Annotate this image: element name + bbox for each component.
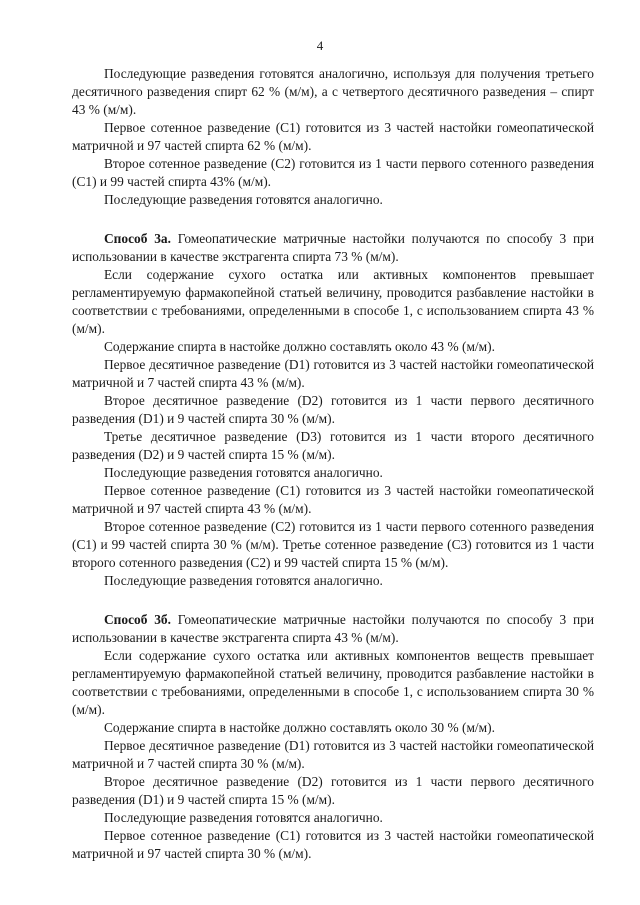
paragraph: Последующие разведения готовятся аналогично. [104, 810, 383, 825]
paragraph: Первое десятичное разведение (D1) готовится из 3 частей настойки гомеопатической матричной и 7 частей спирта 43 % (м/м). [72, 357, 594, 390]
paragraph: Второе сотенное разведение (С2) готовится из 1 части первого сотенного разведения (С1) и 99 частей спирта 43% (м/м). [72, 156, 594, 189]
paragraph: Второе десятичное разведение (D2) готовится из 1 части первого десятичного разведения (D1) и 9 частей спирта 15 % (м/м). [72, 774, 594, 807]
paragraph: Содержание спирта в настойке должно составлять около 30 % (м/м). [104, 720, 495, 735]
paragraph: Первое сотенное разведение (С1) готовится из 3 частей настойки гомеопатической матричной и 97 частей спирта 62 % (м/м). [72, 120, 594, 153]
paragraph: Первое десятичное разведение (D1) готовится из 3 частей настойки гомеопатической матричной и 7 частей спирта 30 % (м/м). [72, 738, 594, 771]
paragraph: Последующие разведения готовятся аналогично, используя для получения третьего десятичного разведения спирт 62 % (м/м), а с четвертого десятичного разведения – спирт 43 % (м/м). [72, 66, 594, 117]
paragraph: Первое сотенное разведение (С1) готовится из 3 частей настойки гомеопатической матричной и 97 частей спирта 30 % (м/м). [72, 828, 594, 861]
method-3a-paragraph: Способ 3а. Гомеопатические матричные настойки получаются по способу 3 при использовании в качестве экстрагента спирта 73 % (м/м). [72, 231, 594, 264]
paragraph: Второе сотенное разведение (С2) готовится из 1 части первого сотенного разведения (С1) и 99 частей спирта 30 % (м/м). Третье сотенное разведение (С3) готовится из 1 части второго сотенного разведения (С2) и 99 частей спирта 15 % (м/м). [72, 519, 594, 570]
paragraph: Содержание спирта в настойке должно составлять около 43 % (м/м). [104, 339, 495, 354]
paragraph: Третье десятичное разведение (D3) готовится из 1 части второго десятичного разведения (D2) и 9 частей спирта 15 % (м/м). [72, 429, 594, 462]
paragraph: Первое сотенное разведение (С1) готовится из 3 частей настойки гомеопатической матричной и 97 частей спирта 43 % (м/м). [72, 483, 594, 516]
paragraph: Если содержание сухого остатка или активных компонентов веществ превышает регламентируемую фармакопейной статьей величину, проводится разбавление настойки в соответствии с требованиями, определенными в способе 1, с использованием спирта 30 % (м/м). [72, 648, 594, 717]
document-body [72, 65, 594, 863]
paragraph: Последующие разведения готовятся аналогично. [104, 192, 383, 207]
paragraph: Второе десятичное разведение (D2) готовится из 1 части первого десятичного разведения (D1) и 9 частей спирта 30 % (м/м). [72, 393, 594, 426]
page-number: 4 [316, 38, 324, 53]
paragraph: Последующие разведения готовятся аналогично. [104, 573, 383, 588]
paragraph: Последующие разведения готовятся аналогично. [104, 465, 383, 480]
method-title: Способ 3а. [104, 231, 171, 246]
paragraph: Если содержание сухого остатка или активных компонентов превышает регламентируемую фармакопейной статьей величину, проводится разбавление настойки в соответствии с требованиями, определенными в способе 1, с использованием спирта 43 % (м/м). [72, 267, 594, 336]
method-3b-paragraph: Способ 3б. Гомеопатические матричные настойки получаются по способу 3 при использовании в качестве экстрагента спирта 43 % (м/м). [72, 612, 594, 645]
method-title: Способ 3б. [104, 612, 171, 627]
